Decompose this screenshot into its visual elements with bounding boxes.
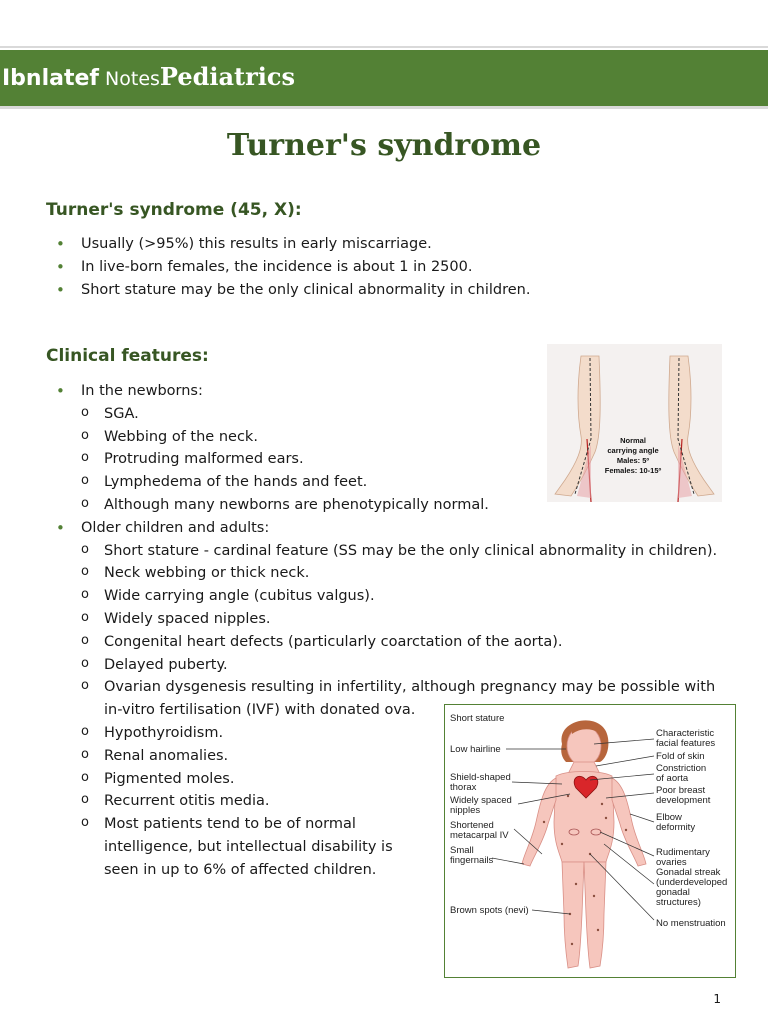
list-item: o SGA. [81,403,717,426]
newborns-label: In the newborns: [81,383,203,399]
list-item: o Webbing of the neck. [81,426,717,449]
list-item: o Recurrent otitis media. [81,790,717,813]
list-item: o Protruding malformed ears. [81,448,717,471]
list-line: in-vitro fertilisation (IVF) with donated ova. [104,702,416,719]
arm-label-2: carrying angle [607,446,659,455]
list-item: o Lymphedema of the hands and feet. [81,471,717,494]
fig-label-right: facial features [656,738,716,749]
fig-label-left: thorax [450,782,477,793]
list-item: o Hypothyroidism. [81,722,717,745]
fig-label-left: Brown spots (nevi) [450,905,529,916]
page-title: Turner's syndrome [226,128,542,163]
fig-label-left: Shortened [450,820,494,831]
fig-label-right: (underdeveloped [656,877,728,888]
list-item: o Delayed puberty. [81,654,717,677]
list-item: o Short stature - cardinal feature (SS may be the only clinical abnormality in children). [81,540,717,563]
fig-label-left: Widely spaced [450,795,512,806]
fig-label-right: Characteristic [656,728,715,739]
fig-label-left: Short stature [450,713,505,724]
list-line: seen in up to 6% of affected children. [104,861,377,878]
fig-label-left: metacarpal IV [450,830,509,841]
brand-notes: Notes [99,68,160,90]
fig-label-right: Fold of skin [656,751,705,762]
page-number: 1 [713,992,721,1006]
fig-label-right: Constriction [656,763,707,774]
fig-label-right: Poor breast [656,785,706,796]
list-item: o Pigmented moles. [81,768,717,791]
fig-label-left: fingernails [450,855,494,866]
list-item: o Although many newborns are phenotypically normal. [81,494,717,517]
fig-label-right: of aorta [656,773,689,784]
list-item: • In live-born females, the incidence is about 1 in 2500. [52,256,530,279]
fig-label-left: nipples [450,805,481,816]
fig-label-right: ovaries [656,857,687,868]
fig-label-right: Elbow [656,812,682,823]
fig-label-right: Gonadal streak [656,867,721,878]
list-line: intelligence, but intellectual disability is [104,838,393,855]
arm-label-1: Normal [620,436,646,445]
list-item: o Neck webbing or thick neck. [81,562,717,585]
fig-label-left: Shield-shaped [450,772,511,783]
fig-label-right: gonadal [656,887,690,898]
fig-label-right: development [656,795,711,806]
list-line: Ovarian dysgenesis resulting in infertility, although pregnancy may be possible with [104,679,716,696]
turner-features-figure [444,704,736,978]
section-heading-clinical: Clinical features: [46,346,209,366]
list-item: o Renal anomalies. [81,745,717,768]
older-label: Older children and adults: [81,519,270,536]
brand-name: Ibnlatef [2,66,99,91]
list-item: • Short stature may be the only clinical abnormality in children. [52,279,530,302]
header-banner [0,50,768,109]
arm-label-3: Males: 5º [616,456,650,465]
fig-label-right: deformity [656,822,696,833]
carrying-angle-figure [547,344,722,502]
brand-subject: Pediatrics [159,62,296,91]
fig-label-left: Small [450,845,474,856]
list-item: o Wide carrying angle (cubitus valgus). [81,585,717,608]
fig-label-right: structures) [656,897,701,908]
list-item: o Congenital heart defects (particularly coarctation of the aorta). [81,631,717,654]
list-item: o Widely spaced nipples. [81,608,717,631]
section-heading-syndrome: Turner's syndrome (45, X): [46,200,302,220]
fig-label-right: No menstruation [656,918,726,929]
intro-bullet-list [52,233,530,301]
list-line: Most patients tend to be of normal [104,816,356,833]
arm-label-4: Females: 10-15º [604,466,662,475]
fig-label-left: Low hairline [450,744,501,755]
fig-label-right: Rudimentary [656,847,710,858]
list-item: • Usually (>95%) this results in early miscarriage. [52,233,530,256]
header-top-rule [0,46,768,48]
brand-title [2,62,295,91]
